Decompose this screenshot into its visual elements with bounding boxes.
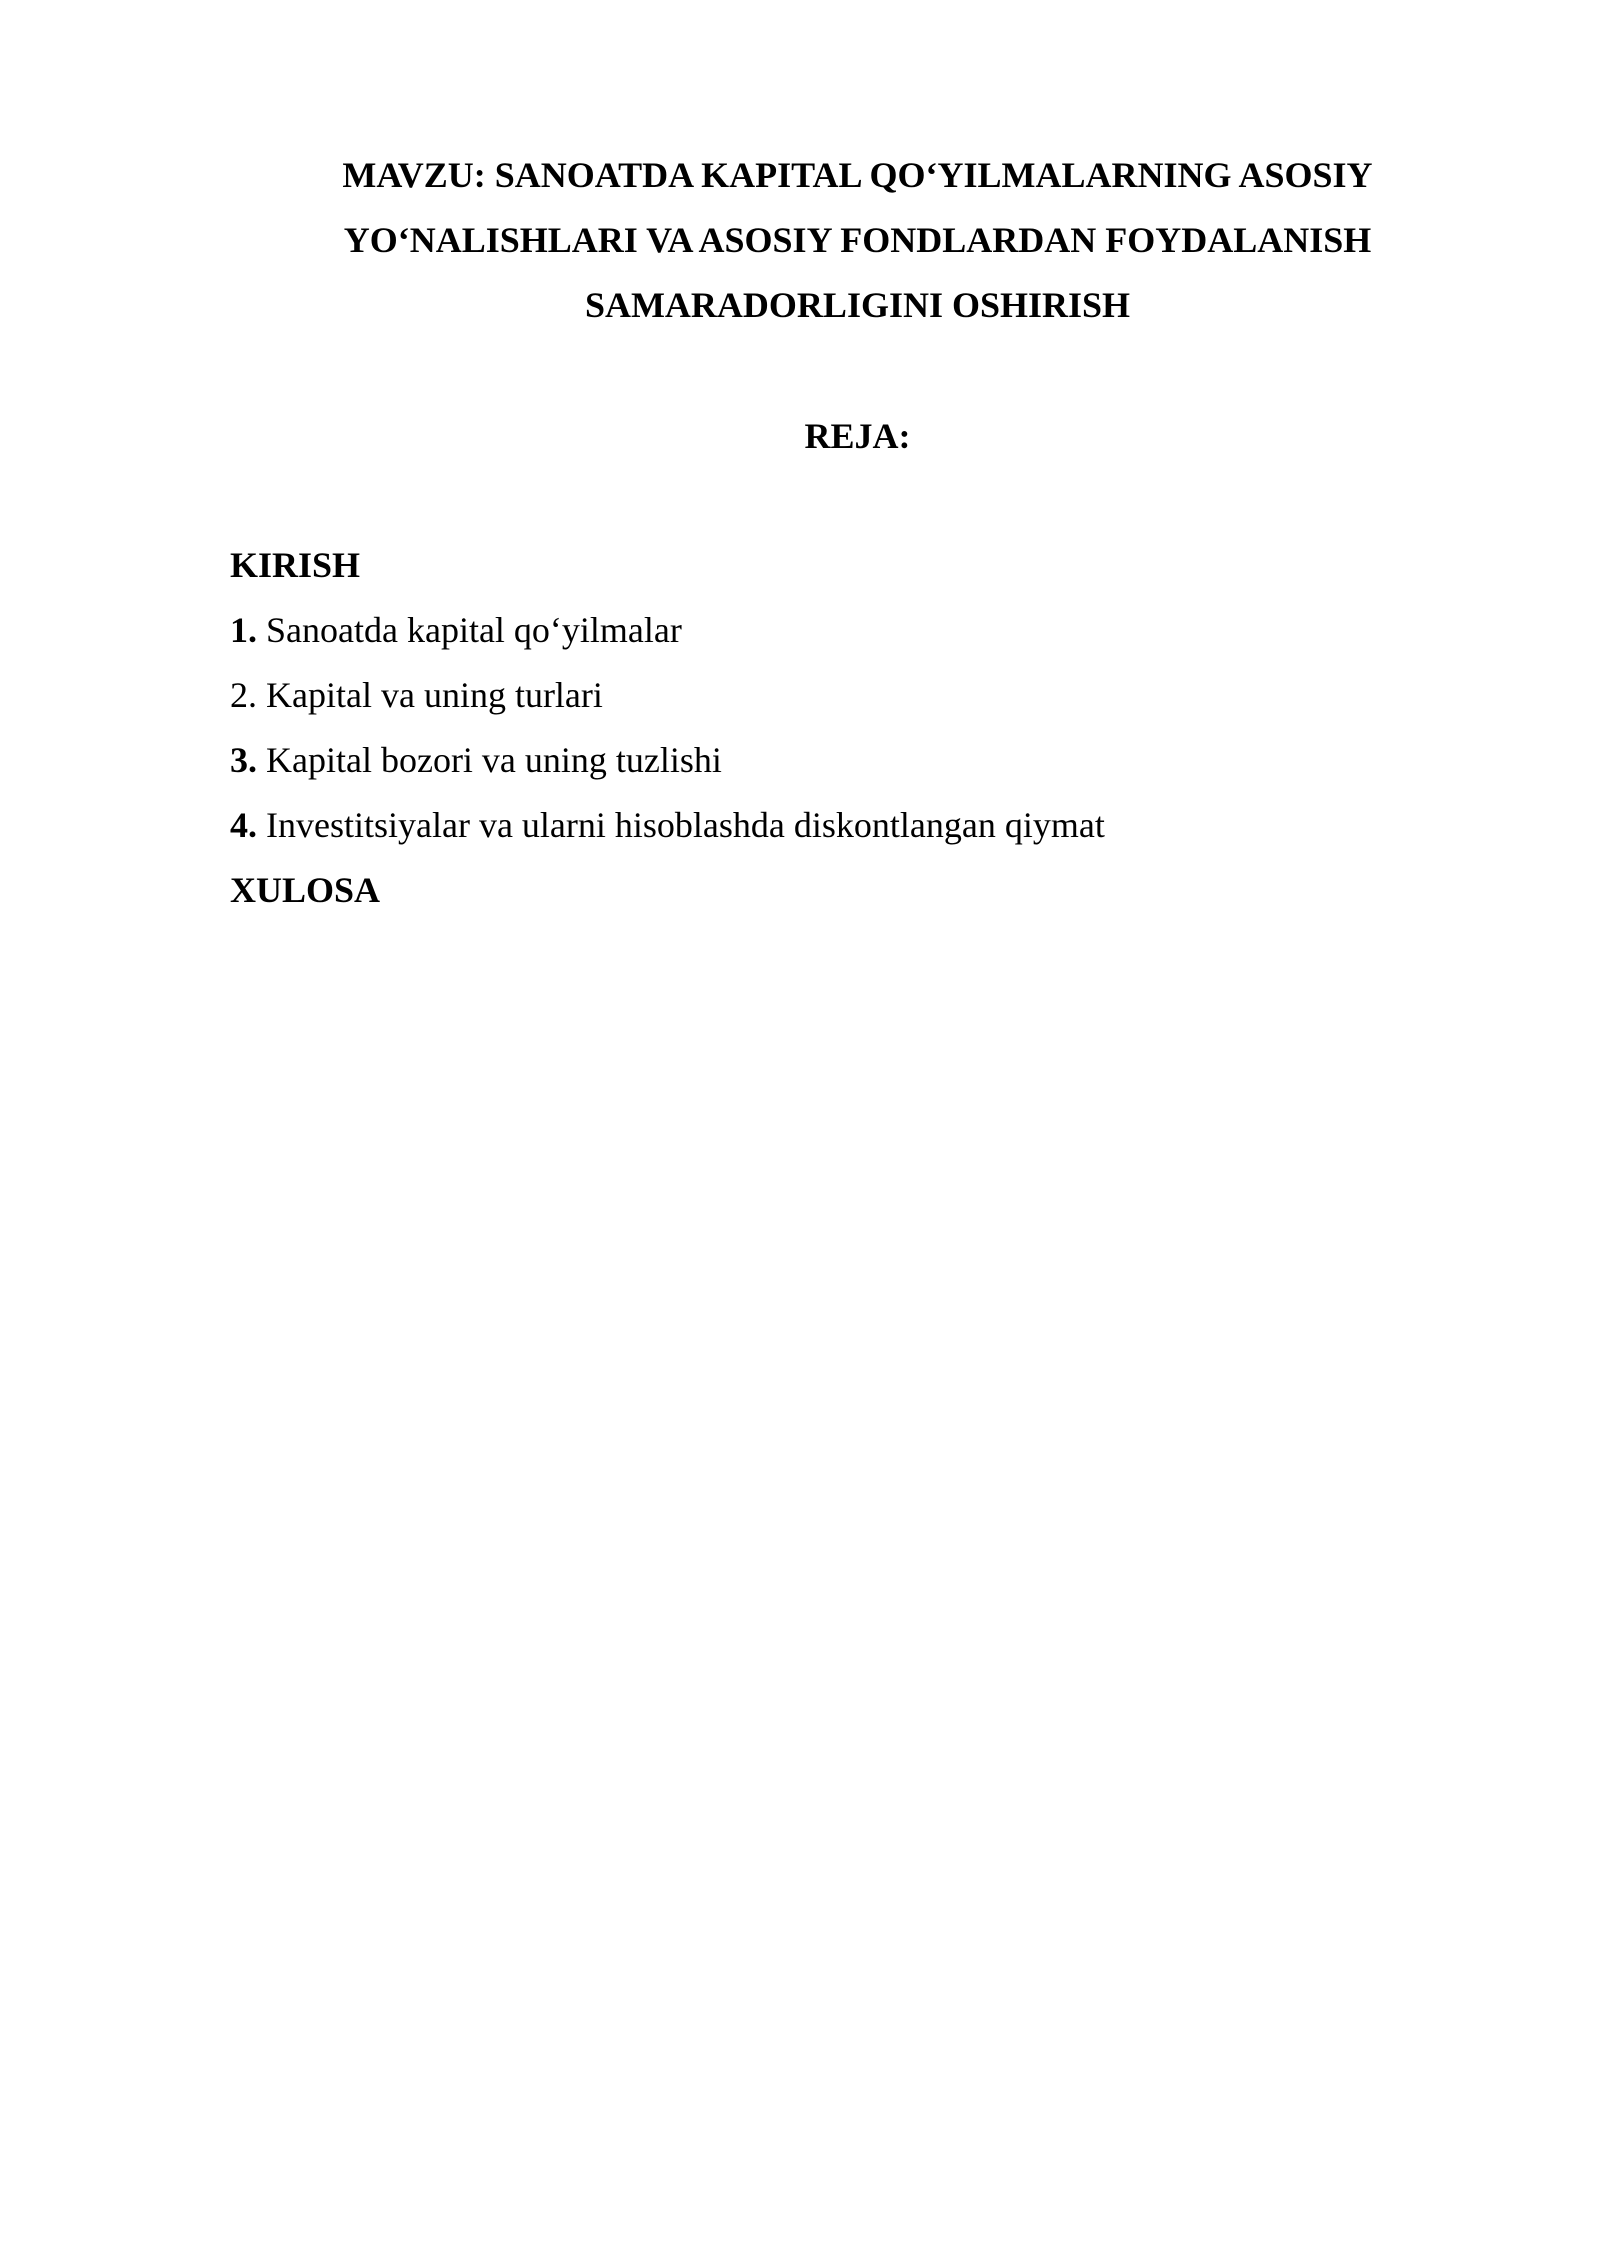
plan-item-text: Kapital bozori va uning tuzlishi xyxy=(266,740,722,780)
title-line-2: YO‘NALISHLARI VA ASOSIY FONDLARDAN FOYDALANISH xyxy=(343,220,1372,260)
plan-item-number: 4. xyxy=(230,805,257,845)
intro-heading: KIRISH xyxy=(230,545,361,585)
plan-item-number: 3. xyxy=(230,740,257,780)
plan-item-text: Sanoatda kapital qo‘yilmalar xyxy=(266,610,682,650)
plan-item-text: Investitsiyalar va ularni hisoblashda diskontlangan qiymat xyxy=(266,805,1105,845)
plan-item-number: 1. xyxy=(230,610,257,650)
conclusion-heading: XULOSA xyxy=(230,870,381,910)
plan-outline xyxy=(230,533,1485,923)
plan-heading: REJA: xyxy=(804,416,911,456)
title-line-3: SAMARADORLIGINI OSHIRISH xyxy=(584,285,1131,325)
document-title xyxy=(230,143,1485,338)
plan-item-number: 2. xyxy=(230,675,257,715)
plan-item-1 xyxy=(230,598,1485,663)
plan-item-4 xyxy=(230,793,1485,858)
title-line-1: MAVZU: SANOATDA KAPITAL QO‘YILMALARNING ASOSIY xyxy=(342,155,1373,195)
plan-item-2 xyxy=(230,663,1485,728)
plan-item-3 xyxy=(230,728,1485,793)
plan-item-text: Kapital va uning turlari xyxy=(266,675,603,715)
